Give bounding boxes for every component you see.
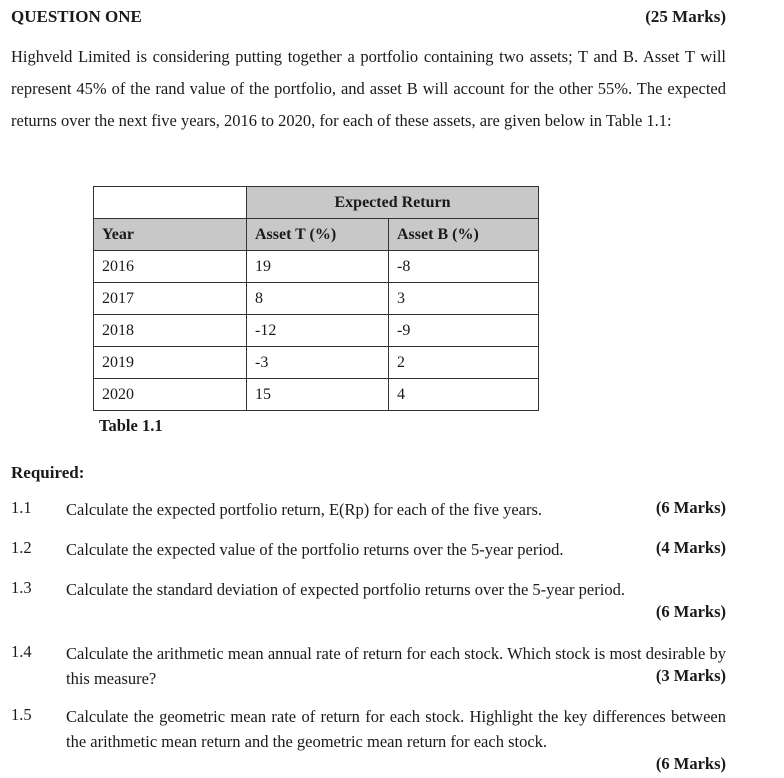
question-text: Calculate the standard deviation of expected portfolio returns over the 5-year period.	[66, 580, 625, 599]
question-number: 1.5	[11, 705, 32, 724]
table-row	[94, 315, 539, 347]
cell-year: 2020	[94, 379, 247, 411]
question-title: QUESTION ONE	[11, 7, 142, 26]
cell-asset-t: 15	[247, 379, 389, 411]
intro-paragraph: Highveld Limited is considering putting together a portfolio containing two assets; T and B. Asset T will represent 45% of the rand value of the portfolio, and asset B will account for the other 55%. The expected returns over the next five years, 2016 to 2020, for each of these assets, are given below in Table 1.1:	[11, 47, 726, 130]
cell-year: 2019	[94, 347, 247, 379]
cell-asset-b: 2	[389, 347, 539, 379]
question-total-marks: (25 Marks)	[645, 7, 726, 26]
cell-asset-t: -3	[247, 347, 389, 379]
cell-asset-t: 8	[247, 283, 389, 315]
cell-year: 2016	[94, 251, 247, 283]
cell-year: 2017	[94, 283, 247, 315]
question-marks: (6 Marks)	[655, 498, 726, 517]
table-row	[94, 379, 539, 411]
question-marks: (4 Marks)	[655, 538, 726, 557]
column-header-asset-t: Asset T (%)	[247, 219, 389, 251]
table-caption: Table 1.1	[99, 416, 163, 435]
cell-asset-b: 4	[389, 379, 539, 411]
question-marks: (3 Marks)	[655, 666, 726, 685]
question-number: 1.3	[11, 578, 32, 597]
cell-asset-t: -12	[247, 315, 389, 347]
cell-asset-b: -8	[389, 251, 539, 283]
question-marks: (6 Marks)	[655, 754, 726, 773]
table-row	[94, 283, 539, 315]
question-text: Calculate the expected value of the portfolio returns over the 5-year period.	[66, 540, 564, 559]
table-group-header: Expected Return	[247, 187, 539, 219]
required-heading: Required:	[11, 463, 85, 482]
question-text: Calculate the arithmetic mean annual rate of return for each stock. Which stock is most desirable by this measure?	[66, 644, 726, 688]
expected-return-table	[93, 186, 539, 411]
cell-asset-b: 3	[389, 283, 539, 315]
table-row	[94, 251, 539, 283]
cell-year: 2018	[94, 315, 247, 347]
table-corner-cell	[94, 187, 247, 219]
cell-asset-t: 19	[247, 251, 389, 283]
question-number: 1.2	[11, 538, 32, 557]
question-text: Calculate the geometric mean rate of return for each stock. Highlight the key differences between the arithmetic mean return and the geometric mean return for each stock.	[66, 707, 726, 751]
question-marks: (6 Marks)	[655, 602, 726, 621]
column-header-asset-b: Asset B (%)	[389, 219, 539, 251]
question-number: 1.1	[11, 498, 32, 517]
column-header-year: Year	[94, 219, 247, 251]
table-row	[94, 347, 539, 379]
question-number: 1.4	[11, 642, 32, 661]
question-text: Calculate the expected portfolio return, E(Rp) for each of the five years.	[66, 500, 543, 519]
cell-asset-b: -9	[389, 315, 539, 347]
